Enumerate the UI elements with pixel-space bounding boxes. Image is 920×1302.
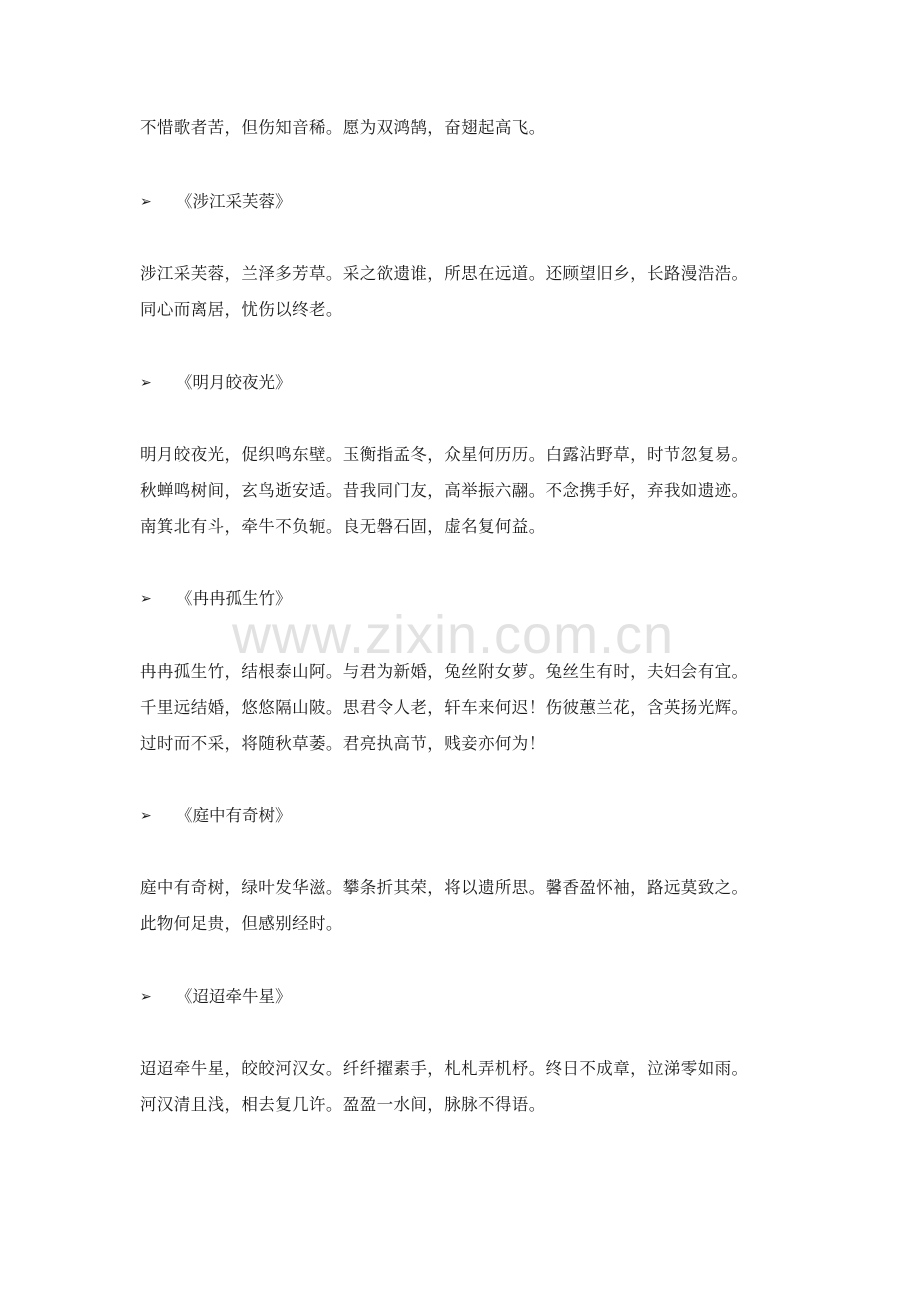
poem-paragraph-5 — [140, 870, 790, 942]
text-line: 千里远结婚，悠悠隔山陂。思君令人老，轩车来何迟！伤彼蕙兰花，含英扬光辉。 — [140, 698, 749, 717]
text-line: 庭中有奇树，绿叶发华滋。攀条折其荣，将以遗所思。馨香盈怀袖，路远莫致之。 — [140, 878, 749, 897]
arrow-bullet-icon: ➢ — [140, 194, 152, 210]
poem-paragraph-2 — [140, 256, 790, 328]
poem-paragraph-1 — [140, 110, 790, 146]
arrow-bullet-icon: ➢ — [140, 808, 152, 824]
text-line: 不惜歌者苦，但伤知音稀。愿为双鸿鹄，奋翅起高飞。 — [140, 118, 546, 137]
poem-title: 《涉江采芙蓉》 — [176, 192, 292, 211]
text-line: 明月皎夜光，促织鸣东壁。玉衡指孟冬，众星何历历。白露沾野草，时节忽复易。 — [140, 445, 749, 464]
poem-title: 《迢迢牵牛星》 — [176, 987, 292, 1006]
arrow-bullet-icon: ➢ — [140, 989, 152, 1005]
text-line: 此物何足贵，但感别经时。 — [140, 914, 343, 933]
poem-title: 《庭中有奇树》 — [176, 806, 292, 825]
poem-title: 《冉冉孤生竹》 — [176, 589, 292, 608]
text-line: 南箕北有斗，牵牛不负轭。良无磐石固，虚名复何益。 — [140, 517, 546, 536]
poem-title: 《明月皎夜光》 — [176, 373, 292, 392]
text-line: 过时而不采，将随秋草萎。君亮执高节，贱妾亦何为！ — [140, 734, 546, 753]
poem-heading-5 — [140, 985, 292, 1009]
text-line: 涉江采芙蓉，兰泽多芳草。采之欲遗谁，所思在远道。还顾望旧乡，长路漫浩浩。 — [140, 264, 749, 283]
poem-heading-4 — [140, 804, 292, 828]
poem-paragraph-4 — [140, 654, 790, 762]
text-line: 同心而离居，忧伤以终老。 — [140, 300, 343, 319]
text-line: 冉冉孤生竹，结根泰山阿。与君为新婚，兔丝附女萝。兔丝生有时，夫妇会有宜。 — [140, 662, 749, 681]
text-line: 河汉清且浅，相去复几许。盈盈一水间，脉脉不得语。 — [140, 1095, 546, 1114]
watermark: www.zixin.com.cn — [232, 605, 675, 665]
text-line: 迢迢牵牛星，皎皎河汉女。纤纤擢素手，札札弄机杼。终日不成章，泣涕零如雨。 — [140, 1059, 749, 1078]
poem-heading-1 — [140, 190, 292, 214]
poem-paragraph-3 — [140, 437, 790, 545]
poem-paragraph-6 — [140, 1051, 790, 1123]
arrow-bullet-icon: ➢ — [140, 375, 152, 391]
poem-heading-2 — [140, 371, 292, 395]
arrow-bullet-icon: ➢ — [140, 591, 152, 607]
text-line: 秋蝉鸣树间，玄鸟逝安适。昔我同门友，高举振六翮。不念携手好，弃我如遗迹。 — [140, 481, 749, 500]
